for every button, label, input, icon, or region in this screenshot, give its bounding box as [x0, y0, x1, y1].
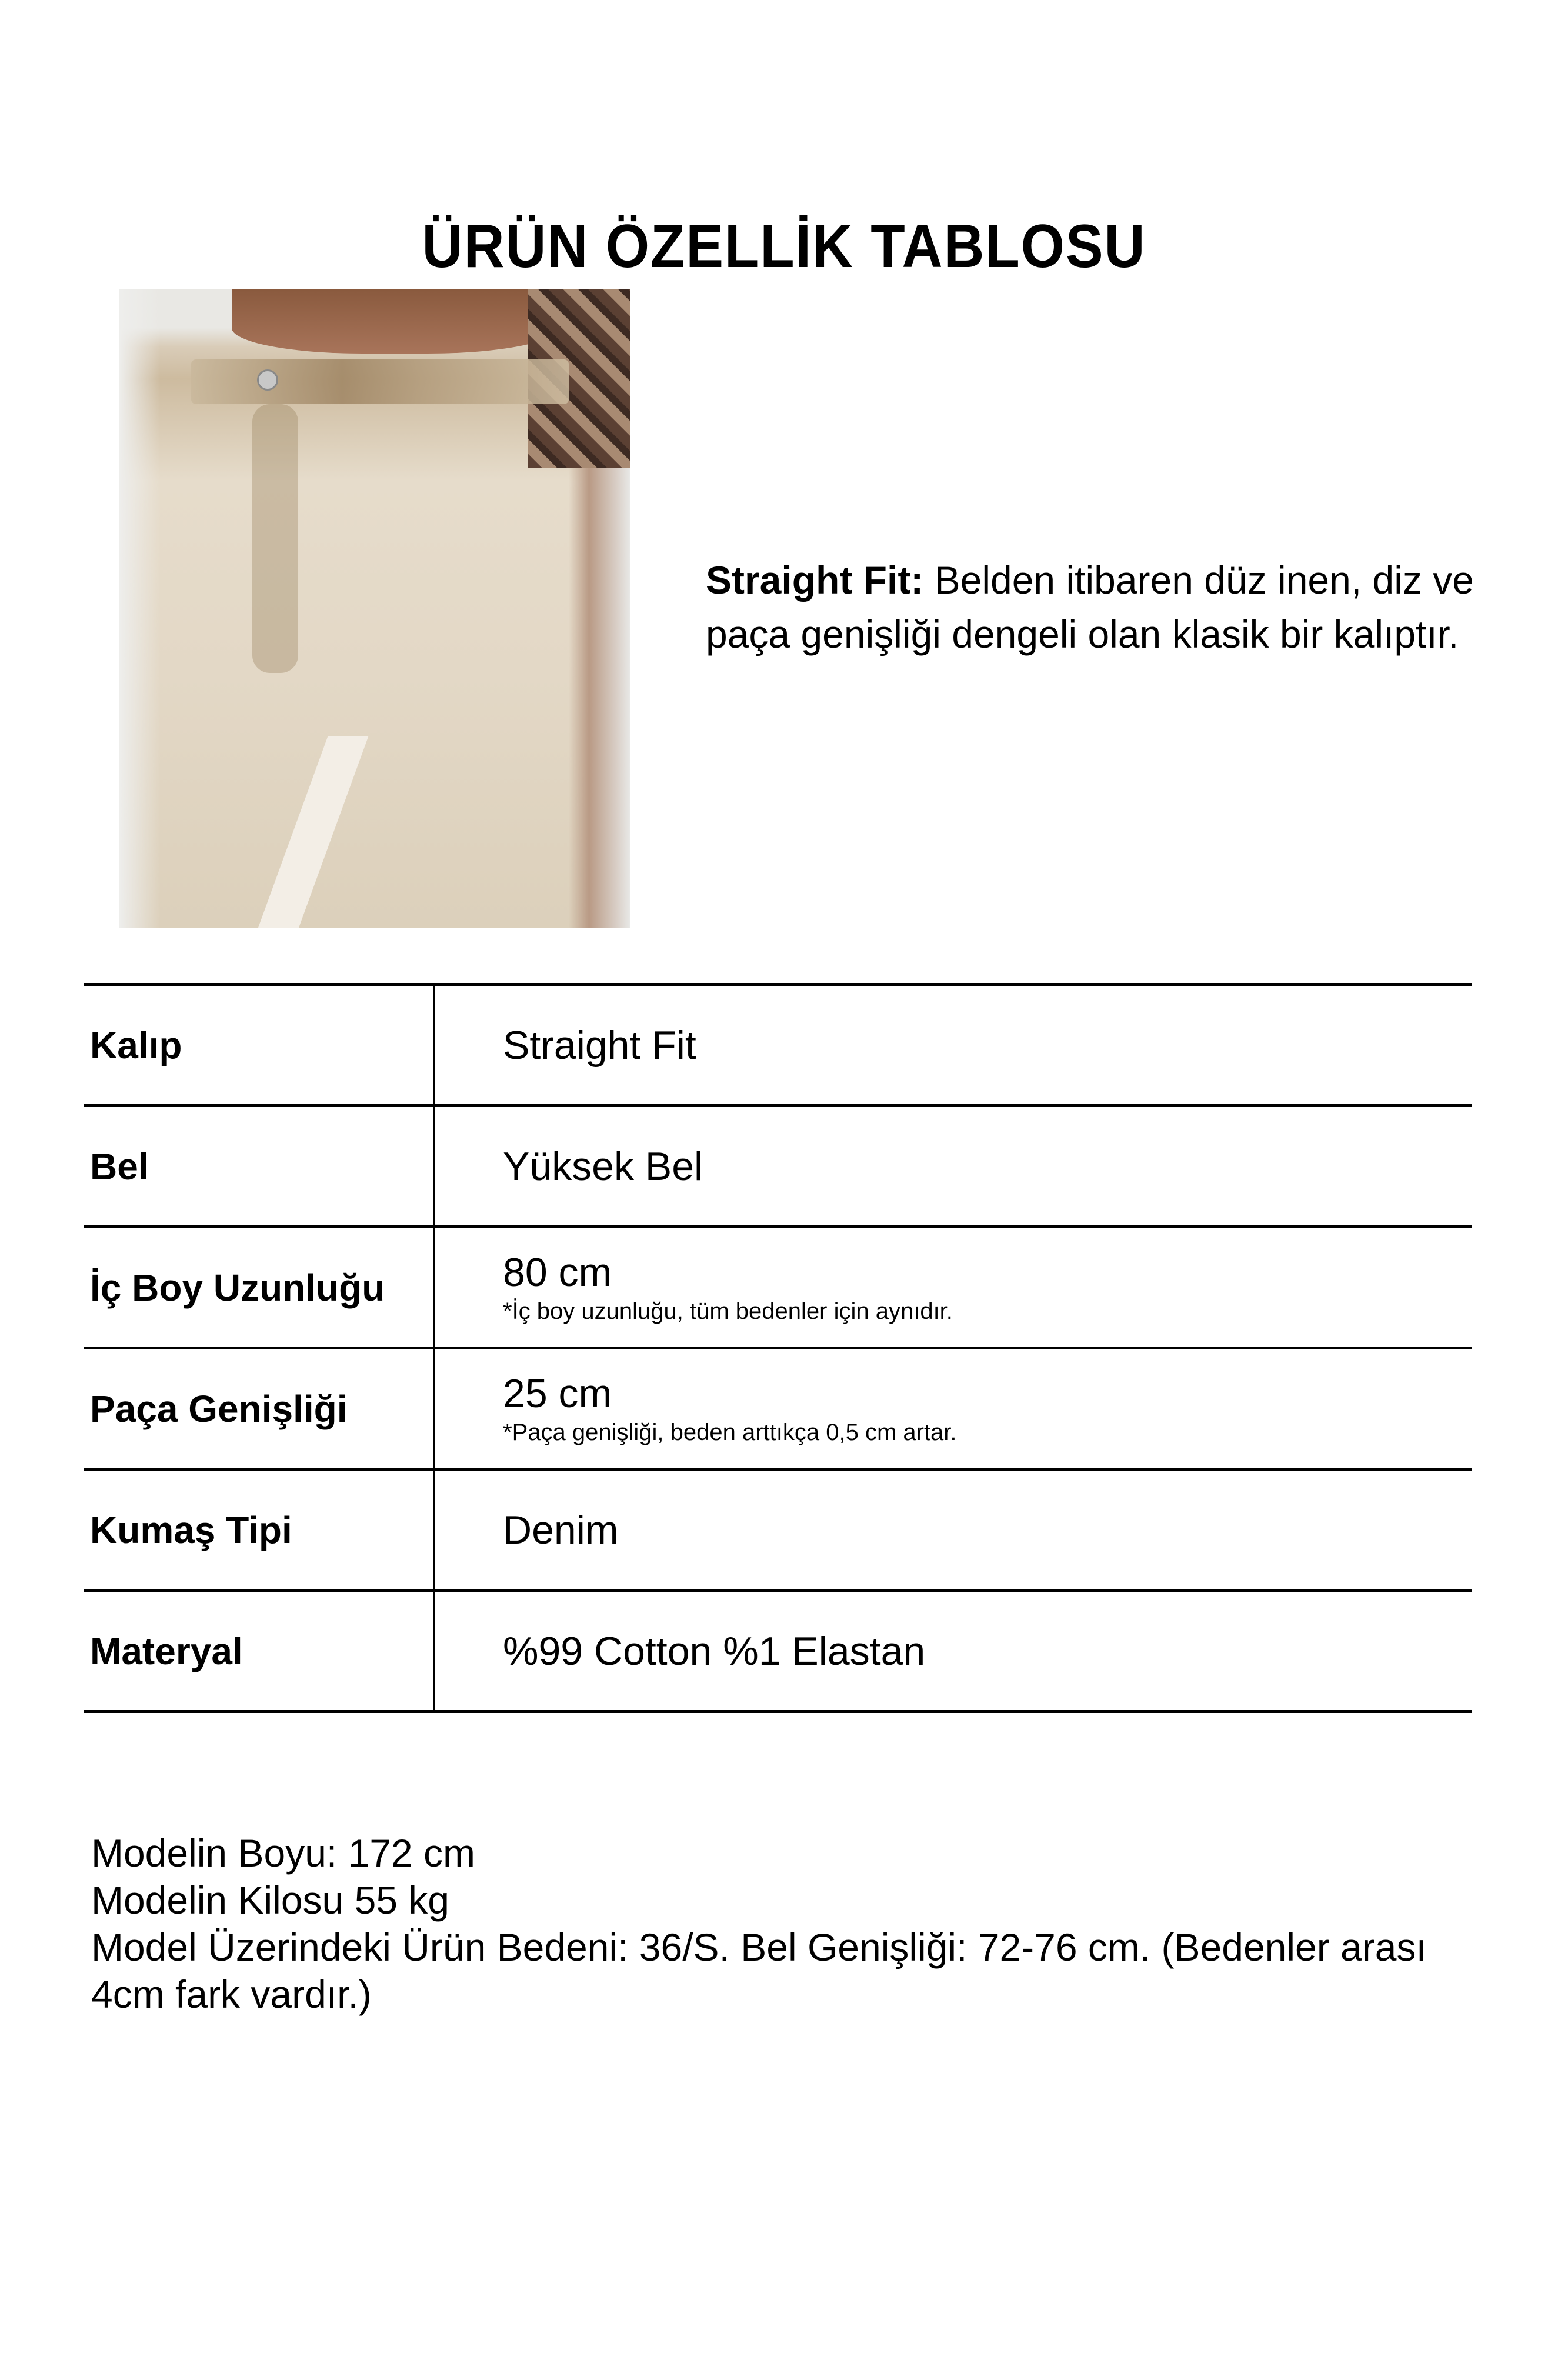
table-row: [84, 1225, 1472, 1347]
model-height: Modelin Boyu: 172 cm: [91, 1831, 476, 1875]
spec-value: Straight Fit: [503, 1022, 696, 1068]
table-row: [84, 1589, 1472, 1713]
photo-jeans-button: [257, 369, 278, 391]
photo-skin: [232, 289, 559, 354]
spec-value-cell: [435, 1592, 1472, 1710]
product-photo: [119, 289, 630, 928]
spec-value: %99 Cotton %1 Elastan: [503, 1628, 926, 1674]
table-row: [84, 1347, 1472, 1468]
spec-note: *Paça genişliği, beden arttıkça 0,5 cm artar.: [503, 1419, 957, 1445]
table-row: [84, 983, 1472, 1104]
model-weight: Modelin Kilosu 55 kg: [91, 1878, 450, 1922]
fit-text: Belden itibaren düz inen, diz ve paça genişliği dengeli olan klasik bir kalıptır.: [706, 558, 1474, 656]
page-title: ÜRÜN ÖZELLİK TABLOSU: [422, 212, 1146, 281]
spec-label: Paça Genişliği: [84, 1349, 435, 1468]
spec-value-cell: [435, 986, 1472, 1104]
photo-waistband: [191, 359, 569, 404]
photo-fly: [252, 404, 298, 672]
spec-value-cell: [435, 1107, 1472, 1225]
spec-value-cell: [435, 1349, 1472, 1468]
spec-label: Materyal: [84, 1592, 435, 1710]
spec-table: [84, 983, 1472, 1713]
spec-label: İç Boy Uzunluğu: [84, 1228, 435, 1347]
spec-label: Kalıp: [84, 986, 435, 1104]
fit-description: [706, 553, 1482, 661]
spec-label: Bel: [84, 1107, 435, 1225]
spec-value: Yüksek Bel: [503, 1144, 703, 1189]
spec-value: Denim: [503, 1507, 619, 1552]
model-size: Model Üzerindeki Ürün Bedeni: 36/S. Bel Genişliği: 72-76 cm. (Bedenler arası 4cm fark vardır.): [91, 1925, 1438, 2016]
spec-label: Kumaş Tipi: [84, 1471, 435, 1589]
model-info: [91, 1829, 1444, 2018]
spec-value-cell: [435, 1471, 1472, 1589]
spec-value-cell: [435, 1228, 1472, 1347]
spec-value: 25 cm: [503, 1371, 612, 1416]
table-row: [84, 1468, 1472, 1589]
table-row: [84, 1104, 1472, 1225]
fit-term: Straight Fit:: [706, 558, 924, 602]
spec-note: *İç boy uzunluğu, tüm bedenler için aynıdır.: [503, 1298, 953, 1324]
spec-value: 80 cm: [503, 1249, 612, 1295]
